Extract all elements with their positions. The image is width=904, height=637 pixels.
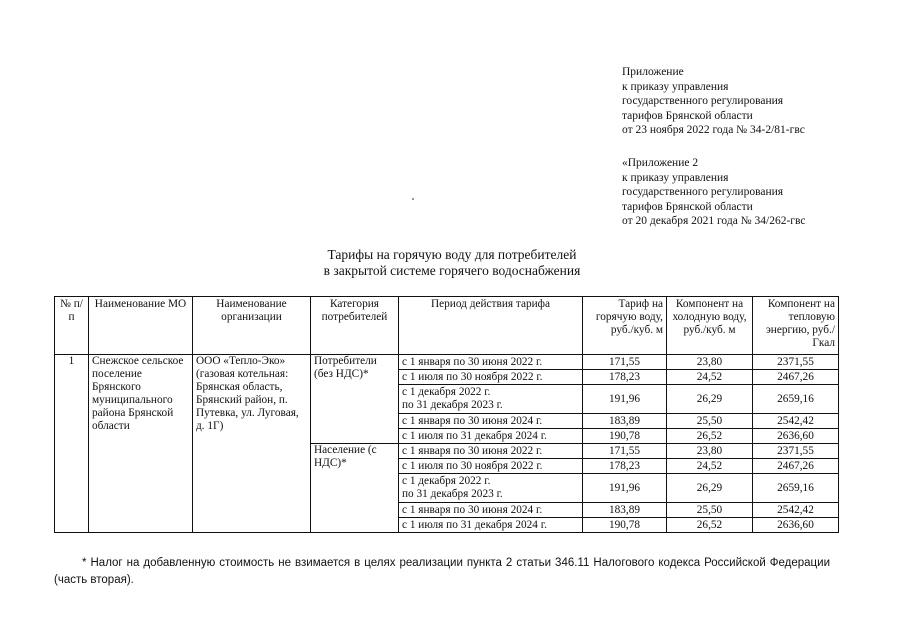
period-cell: с 1 января по 30 июня 2024 г. bbox=[399, 503, 583, 518]
cold-cell: 24,52 bbox=[667, 370, 753, 385]
table-row bbox=[55, 355, 839, 370]
heat-cell: 2636,60 bbox=[753, 518, 839, 533]
period-cell: с 1 июля по 30 ноября 2022 г. bbox=[399, 459, 583, 474]
original-appendix-header bbox=[622, 156, 805, 229]
column-header-heat: Компонент на тепловую энергию, руб./Гкал bbox=[753, 297, 839, 355]
category-cell: Потребители (без НДС)* bbox=[311, 355, 399, 444]
cold-cell: 25,50 bbox=[667, 503, 753, 518]
table-header-row bbox=[55, 297, 839, 355]
tariff-cell: 190,78 bbox=[583, 518, 667, 533]
appendix-line: от 20 декабря 2021 года № 34/262-гвс bbox=[622, 215, 806, 227]
column-header-org: Наименование организации bbox=[193, 297, 311, 355]
cold-cell: 24,52 bbox=[667, 459, 753, 474]
appendix-header bbox=[622, 65, 805, 138]
column-header-num: № п/п bbox=[55, 297, 89, 355]
period-cell: с 1 июля по 31 декабря 2024 г. bbox=[399, 518, 583, 533]
document-title bbox=[0, 247, 904, 279]
column-header-period: Период действия тарифа bbox=[399, 297, 583, 355]
municipality-name: Снежское сельское поселение Брянского муниципального района Брянской области bbox=[89, 355, 193, 533]
appendix-line: «Приложение 2 bbox=[622, 157, 699, 169]
period-line: по 31 декабря 2023 г. bbox=[402, 488, 503, 500]
tariff-cell: 190,78 bbox=[583, 429, 667, 444]
tariff-cell: 171,55 bbox=[583, 444, 667, 459]
column-header-tariff: Тариф на горячую воду, руб./куб. м bbox=[583, 297, 667, 355]
organization-name: ООО «Тепло-Эко» (газовая котельная: Брянская область, Брянский район, п. Путевка, ул. Луговая, д. 1Г) bbox=[193, 355, 311, 533]
tariff-cell: 191,96 bbox=[583, 385, 667, 414]
period-cell: с 1 января по 30 июня 2022 г. bbox=[399, 355, 583, 370]
cold-cell: 26,29 bbox=[667, 385, 753, 414]
cold-cell: 23,80 bbox=[667, 444, 753, 459]
column-header-cold: Компонент на холодную воду, руб./куб. м bbox=[667, 297, 753, 355]
row-number: 1 bbox=[55, 355, 89, 533]
tariff-cell: 183,89 bbox=[583, 414, 667, 429]
tariff-table bbox=[54, 296, 839, 533]
heat-cell: 2659,16 bbox=[753, 385, 839, 414]
column-header-mo: Наименование МО bbox=[89, 297, 193, 355]
tariff-cell: 191,96 bbox=[583, 474, 667, 503]
period-cell: с 1 января по 30 июня 2022 г. bbox=[399, 444, 583, 459]
period-line: по 31 декабря 2023 г. bbox=[402, 399, 503, 411]
title-line-2: в закрытой системе горячего водоснабжения bbox=[323, 263, 581, 278]
period-cell: с 1 января по 30 июня 2024 г. bbox=[399, 414, 583, 429]
appendix-line: к приказу управления bbox=[622, 171, 729, 184]
heat-cell: 2371,55 bbox=[753, 355, 839, 370]
period-cell: с 1 июля по 30 ноября 2022 г. bbox=[399, 370, 583, 385]
heat-cell: 2636,60 bbox=[753, 429, 839, 444]
appendix-line: от 23 ноября 2022 года № 34-2/81-гвс bbox=[622, 124, 805, 136]
tariff-cell: 178,23 bbox=[583, 370, 667, 385]
heat-cell: 2542,42 bbox=[753, 503, 839, 518]
heat-cell: 2371,55 bbox=[753, 444, 839, 459]
appendix-line: тарифов Брянской области bbox=[622, 109, 753, 122]
period-cell bbox=[399, 474, 583, 503]
cold-cell: 25,50 bbox=[667, 414, 753, 429]
cold-cell: 26,52 bbox=[667, 429, 753, 444]
appendix-line: государственного регулирования bbox=[622, 95, 784, 107]
category-cell: Население (с НДС)* bbox=[311, 444, 399, 533]
tariff-cell: 183,89 bbox=[583, 503, 667, 518]
heat-cell: 2659,16 bbox=[753, 474, 839, 503]
heat-cell: 2467,26 bbox=[753, 459, 839, 474]
footnote: * Налог на добавленную стоимость не взимается в целях реализации пункта 2 статьи 346.11 Налогового кодекса Российской Федерации (часть вторая). bbox=[54, 557, 830, 586]
column-header-category: Категория потребителей bbox=[311, 297, 399, 355]
period-cell: с 1 июля по 31 декабря 2024 г. bbox=[399, 429, 583, 444]
appendix-line: к приказу управления bbox=[622, 80, 729, 93]
tariff-cell: 178,23 bbox=[583, 459, 667, 474]
cold-cell: 26,52 bbox=[667, 518, 753, 533]
period-cell bbox=[399, 385, 583, 414]
appendix-line: государственного регулирования bbox=[622, 186, 784, 198]
period-line: с 1 декабря 2022 г. bbox=[402, 386, 491, 398]
title-line-1: Тарифы на горячую воду для потребителей bbox=[327, 247, 577, 262]
heat-cell: 2542,42 bbox=[753, 414, 839, 429]
scan-speck bbox=[412, 198, 414, 200]
tariff-cell: 171,55 bbox=[583, 355, 667, 370]
cold-cell: 26,29 bbox=[667, 474, 753, 503]
appendix-line: тарифов Брянской области bbox=[622, 200, 753, 213]
appendix-line: Приложение bbox=[622, 66, 684, 78]
heat-cell: 2467,26 bbox=[753, 370, 839, 385]
period-line: с 1 декабря 2022 г. bbox=[402, 475, 491, 487]
cold-cell: 23,80 bbox=[667, 355, 753, 370]
